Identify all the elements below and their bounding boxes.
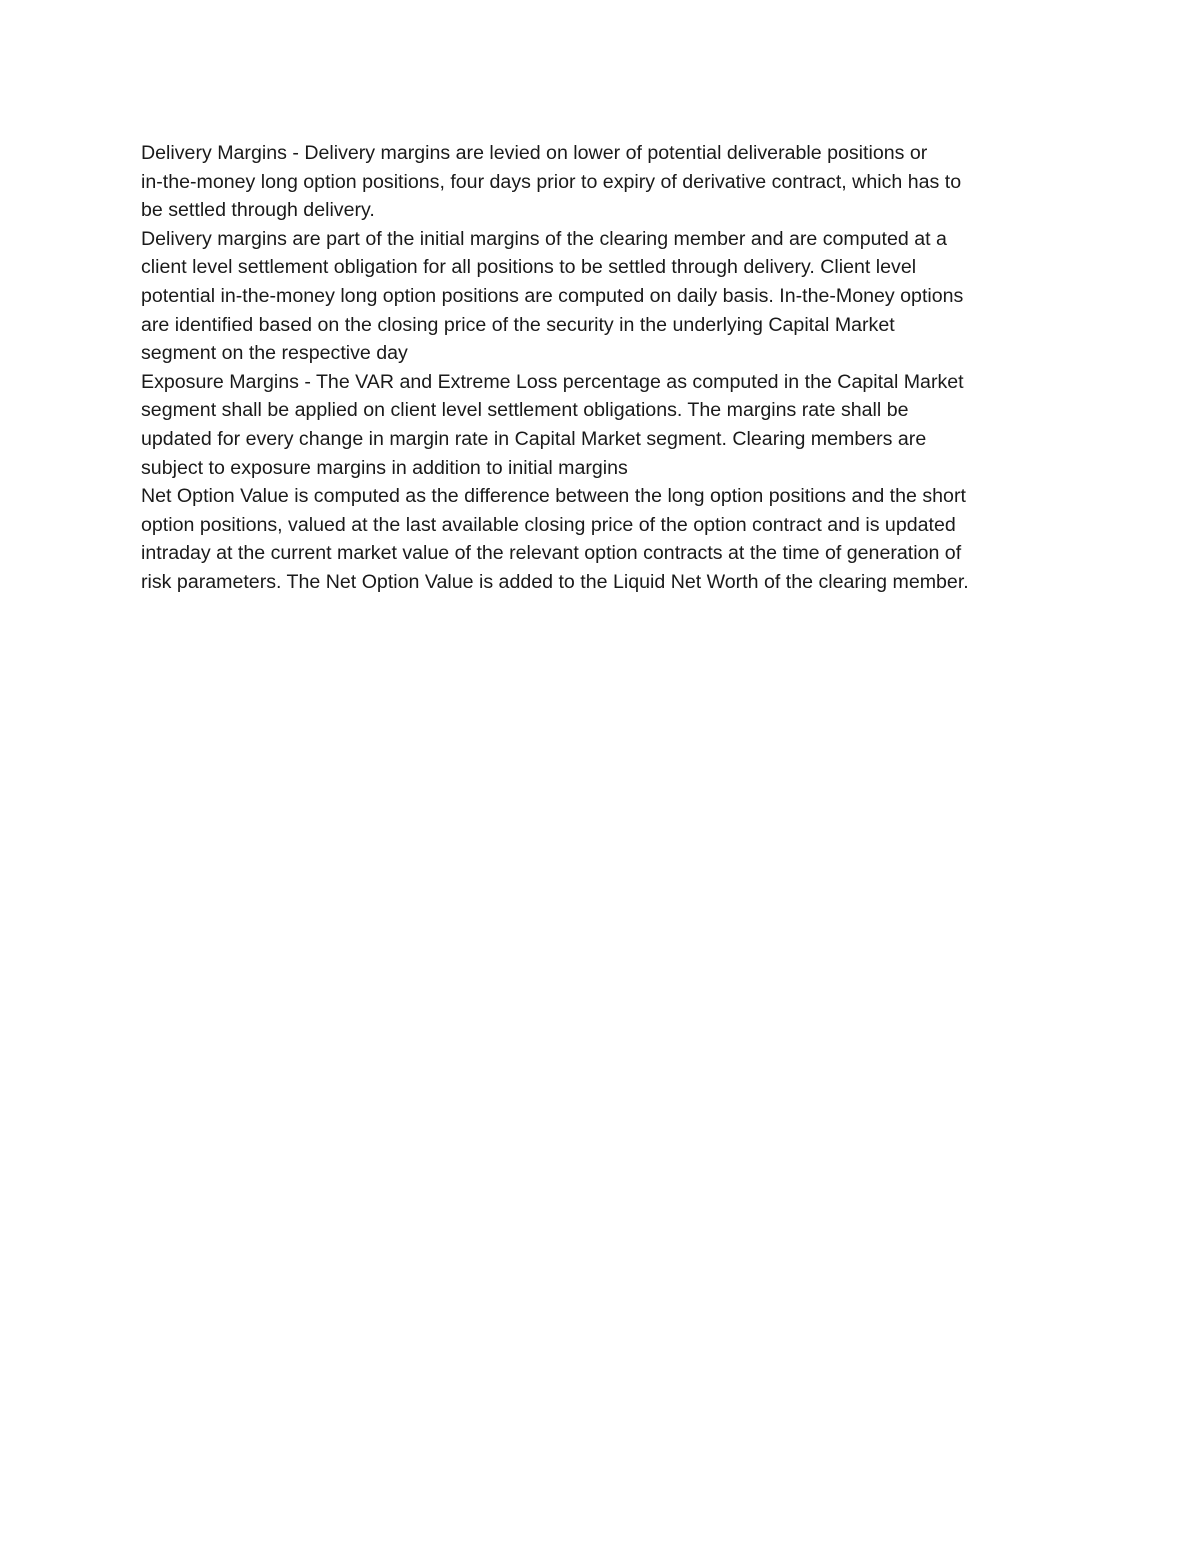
text-line: are identified based on the closing price of the security in the underlying Capital Market [141, 313, 895, 336]
text-line: Delivery Margins - Delivery margins are levied on lower of potential deliverable positions or [141, 142, 928, 164]
text-line: option positions, valued at the last available closing price of the option contract and is updated [141, 513, 956, 536]
text-line: client level settlement obligation for all positions to be settled through delivery. Client level [141, 256, 917, 279]
text-line: updated for every change in margin rate in Capital Market segment. Clearing members are [141, 427, 927, 450]
text-line: Delivery margins are part of the initial margins of the clearing member and are computed at a [141, 227, 947, 250]
text-line: in-the-money long option positions, four days prior to expiry of derivative contract, which has to [141, 170, 962, 193]
document-body [141, 139, 1061, 597]
text-line: be settled through delivery. [141, 199, 375, 222]
text-line: subject to exposure margins in addition to initial margins [141, 456, 628, 479]
text-line: Net Option Value is computed as the difference between the long option positions and the short [141, 485, 966, 508]
text-line: Exposure Margins - The VAR and Extreme Loss percentage as computed in the Capital Market [141, 370, 964, 393]
text-line: intraday at the current market value of the relevant option contracts at the time of generation of [141, 542, 962, 565]
text-line: risk parameters. The Net Option Value is added to the Liquid Net Worth of the clearing member. [141, 570, 969, 593]
text-line: segment on the respective day [141, 342, 408, 365]
text-line: segment shall be applied on client level settlement obligations. The margins rate shall be [141, 399, 909, 422]
text-line: potential in-the-money long option positions are computed on daily basis. In-the-Money options [141, 284, 964, 307]
